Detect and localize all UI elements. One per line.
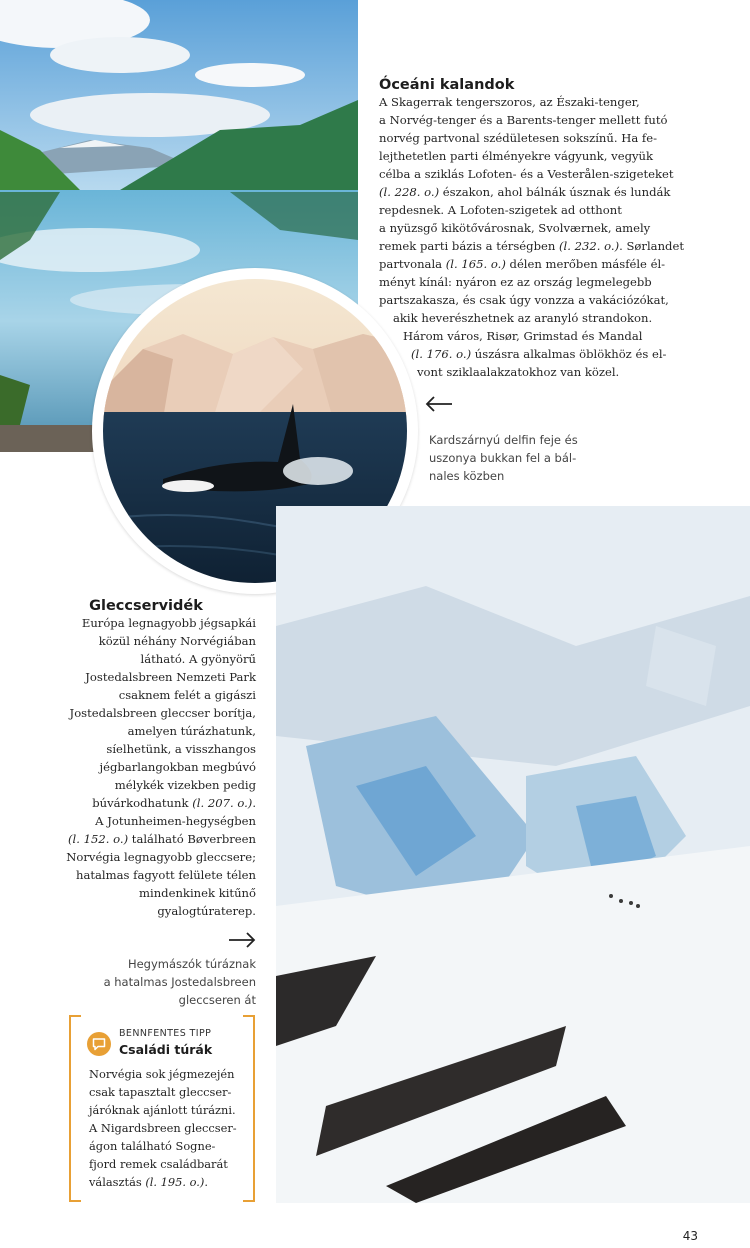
text-line: A Jotunheimen-hegységben	[95, 814, 256, 828]
text-line: Norvégia legnagyobb gleccsere;	[66, 850, 256, 864]
text-line: (l. 176. o.) úszásra alkalmas öblökhöz és el-	[411, 347, 667, 361]
text-line: vont sziklaalakzatokhoz van közel.	[417, 365, 620, 379]
text-line: gyalogtúraterep.	[157, 904, 256, 918]
text-line: nales közben	[429, 469, 505, 483]
page-reference: (l. 232. o.)	[559, 239, 620, 253]
tip-title: Családi túrák	[119, 1042, 213, 1057]
text-line: ágon található Sogne-	[89, 1139, 216, 1153]
text-line: norvég partvonal szédületesen sokszínű. Ha fe-	[379, 131, 658, 145]
text-line: lejthetetlen parti élményekre vágyunk, vegyük	[379, 149, 654, 163]
text-line: csaknem felét a gigászi	[118, 688, 256, 702]
text-line: fjord remek családbarát	[89, 1157, 228, 1171]
text-line: csak tapasztalt gleccser-	[89, 1085, 232, 1099]
text-line: Jostedalsbreen gleccser borítja,	[69, 706, 256, 720]
glacier-photo	[276, 506, 750, 1203]
page-reference: (l. 207. o.)	[192, 796, 253, 810]
text-line: közül néhány Norvégiában	[98, 634, 256, 648]
text-line: látható. A gyönyörű	[140, 652, 256, 666]
glacier-region-section	[60, 598, 256, 920]
text-line: remek parti bázis a térségben (l. 232. o.). Sørlandet	[379, 239, 684, 253]
text-line: repdesnek. A Lofoten-szigetek ad otthont	[379, 203, 622, 217]
text-line: Három város, Risør, Grimstad és Mandal	[403, 329, 643, 343]
page-reference: (l. 228. o.)	[379, 185, 440, 199]
text-line: a Norvég-tenger és a Barents-tenger mellett futó	[379, 113, 668, 127]
arrow-left-icon	[425, 396, 453, 412]
text-line: partszakasza, és csak úgy vonzza a vakációzókat,	[379, 293, 669, 307]
speech-bubble-icon	[87, 1032, 111, 1056]
page-number: 43	[682, 1229, 698, 1243]
text-line: partvonala (l. 165. o.) délen merőben másféle él-	[379, 257, 666, 271]
text-line: A Nigardsbreen gleccser-	[89, 1121, 237, 1135]
arrow-right-icon	[228, 932, 256, 948]
glacier-body-text	[60, 614, 256, 920]
section-heading: Gleccservidék	[89, 598, 203, 614]
section-heading: Óceáni kalandok	[379, 77, 515, 93]
text-line: A Skagerrak tengerszoros, az Északi-tenger,	[379, 95, 640, 109]
tip-body-text	[89, 1065, 254, 1191]
text-line: Jostedalsbreen Nemzeti Park	[85, 670, 256, 684]
text-line: választás (l. 195. o.).	[89, 1175, 209, 1189]
text-line: búvárkodhatunk (l. 207. o.).	[92, 796, 256, 810]
text-line: a hatalmas Jostedalsbreen	[103, 975, 256, 989]
text-line: Kardszárnyú delfin feje és	[429, 433, 578, 447]
page-reference: (l. 195. o.)	[145, 1175, 205, 1189]
text-line: Hegymászók túráznak	[127, 957, 256, 971]
text-line: gleccseren át	[178, 993, 256, 1007]
text-line: járóknak ajánlott túrázni.	[89, 1103, 236, 1117]
text-line: hatalmas fagyott felülete télen	[75, 868, 256, 882]
insider-tip-box	[69, 1015, 255, 1202]
text-line: uszonya bukkan fel a bál-	[429, 451, 577, 465]
text-line: síelhetünk, a visszhangos	[106, 742, 256, 756]
tip-kicker: BENNFENTES TIPP	[119, 1028, 212, 1039]
orca-caption	[429, 431, 599, 485]
text-line: Európa legnagyobb jégsapkái	[81, 616, 256, 630]
text-line: amelyen túrázhatunk,	[127, 724, 256, 738]
text-line: ményt kínál: nyáron ez az ország legmelegebb	[379, 275, 652, 289]
text-line: akik heverészhetnek az aranyló strandokon.	[393, 311, 653, 325]
text-line: (l. 228. o.) északon, ahol bálnák úsznak és lundák	[379, 185, 671, 199]
text-line: jégbarlangokban megbúvó	[99, 760, 256, 774]
page-reference: (l. 152. o.)	[68, 832, 129, 846]
ocean-body-text	[379, 93, 684, 381]
text-line: célba a sziklás Lofoten- és a Vesterålen-szigeteket	[379, 167, 674, 181]
text-line: (l. 152. o.) található Bøverbreen	[68, 832, 256, 846]
text-line: mélykék vizekben pedig	[114, 778, 256, 792]
text-line: mindenkinek kitűnő	[139, 886, 256, 900]
text-line: a nyüzsgő kikötővárosnak, Svolværnek, amely	[379, 221, 651, 235]
page-reference: (l. 176. o.)	[411, 347, 472, 361]
ocean-adventures-section	[379, 77, 684, 381]
text-line: Norvégia sok jégmezején	[89, 1067, 235, 1081]
page-reference: (l. 165. o.)	[445, 257, 506, 271]
climbers-caption	[60, 955, 256, 1009]
